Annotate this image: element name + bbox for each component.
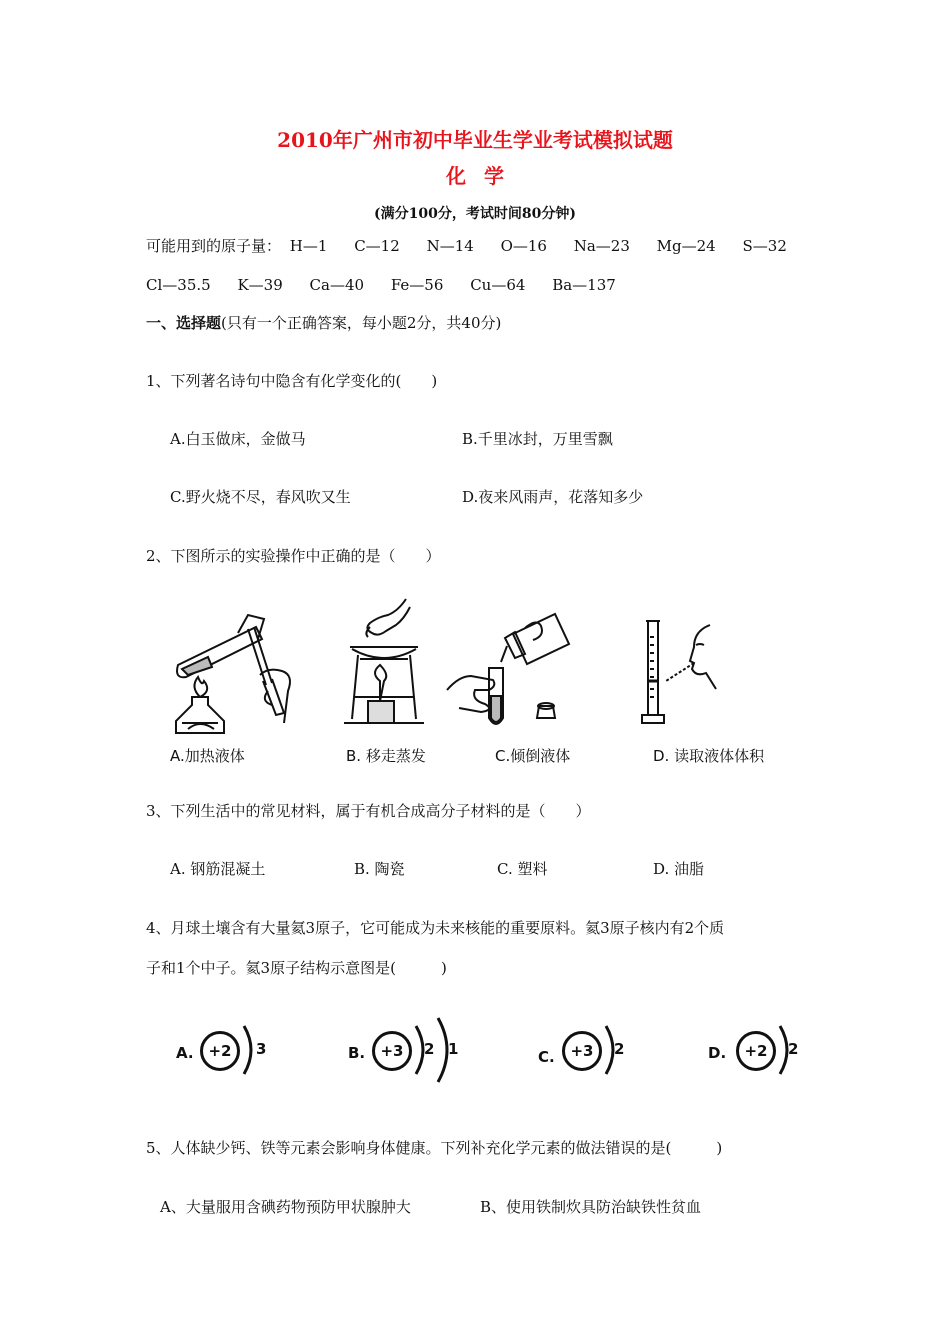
atom-diagram-d bbox=[708, 1020, 808, 1080]
pouring-liquid-illustration bbox=[445, 600, 575, 735]
question-1-option-c: C.野火烧不尽，春风吹又生 bbox=[170, 488, 351, 506]
section-heading bbox=[146, 312, 501, 333]
reading-volume-illustration bbox=[636, 617, 726, 732]
question-3-option-c: C. 塑料 bbox=[497, 860, 548, 878]
atom-nucleus: +3 bbox=[372, 1031, 412, 1071]
question-3-option-b: B. 陶瓷 bbox=[354, 860, 405, 878]
subject-title: 化学 bbox=[446, 164, 522, 188]
atomic-mass: Ca—40 bbox=[309, 276, 365, 294]
question-5-option-b: B、使用铁制炊具防治缺铁性贫血 bbox=[480, 1198, 702, 1216]
question-4-stem-line1: 4、月球土壤含有大量氦3原子，它可能成为未来核能的重要原料。氦3原子核内有2个质 bbox=[146, 919, 725, 937]
question-4-stem-line2: 子和1个中子。氦3原子结构示意图是( ) bbox=[146, 959, 447, 977]
section-title: 一、选择题 bbox=[146, 314, 222, 332]
atom-diagram-b bbox=[348, 1020, 468, 1080]
atomic-mass: Mg—24 bbox=[656, 237, 716, 255]
atomic-mass: Na—23 bbox=[573, 237, 630, 255]
question-1-option-d: D.夜来风雨声，花落知多少 bbox=[462, 488, 644, 506]
question-2-stem: 2、下图所示的实验操作中正确的是（ ） bbox=[146, 547, 441, 565]
figure-caption-d: D. 读取液体体积 bbox=[653, 747, 765, 765]
figure-caption-c: C.倾倒液体 bbox=[495, 747, 571, 765]
atomic-mass: H—1 bbox=[289, 237, 328, 255]
question-3-stem: 3、下列生活中的常见材料，属于有机合成高分子材料的是（ ） bbox=[146, 802, 591, 820]
question-1-option-b: B.千里冰封，万里雪飘 bbox=[462, 430, 613, 448]
evaporation-illustration bbox=[340, 597, 430, 737]
atom-nucleus: +2 bbox=[200, 1031, 240, 1071]
atom-option-label: B. bbox=[348, 1044, 366, 1062]
atomic-mass: Fe—56 bbox=[390, 276, 444, 294]
atom-nucleus: +3 bbox=[562, 1031, 602, 1071]
atomic-mass: S—32 bbox=[742, 237, 787, 255]
atomic-masses-row2 bbox=[146, 276, 638, 294]
figure-caption-b: B. 移走蒸发 bbox=[346, 747, 426, 765]
exam-title: 2010年广州市初中毕业生学业考试模拟试题 bbox=[277, 128, 673, 152]
electron-shell-arc bbox=[412, 1014, 468, 1086]
electron-count: 2 bbox=[614, 1040, 625, 1058]
atomic-mass: K—39 bbox=[237, 276, 283, 294]
atomic-masses-row1 bbox=[146, 235, 787, 256]
electron-count: 2 bbox=[424, 1040, 435, 1058]
question-5-option-a: A、大量服用含碘药物预防甲状腺肿大 bbox=[160, 1198, 411, 1216]
atom-option-label: D. bbox=[708, 1044, 727, 1062]
heating-liquid-illustration bbox=[168, 605, 298, 740]
score-info: (满分100分，考试时间80分钟) bbox=[374, 206, 576, 222]
section-note: (只有一个正确答案，每小题2分，共40分) bbox=[221, 314, 502, 332]
electron-count: 3 bbox=[256, 1040, 267, 1058]
question-5-stem: 5、人体缺少钙、铁等元素会影响身体健康。下列补充化学元素的做法错误的是( ) bbox=[146, 1139, 723, 1157]
question-3-option-a: A. 钢筋混凝土 bbox=[170, 860, 266, 878]
atomic-mass: Ba—137 bbox=[552, 276, 616, 294]
question-1-option-a: A.白玉做床，金做马 bbox=[170, 430, 306, 448]
figure-caption-a: A.加热液体 bbox=[170, 747, 245, 765]
electron-count: 1 bbox=[448, 1040, 459, 1058]
atom-nucleus: +2 bbox=[736, 1031, 776, 1071]
atomic-mass: C—12 bbox=[354, 237, 400, 255]
atom-diagram-a bbox=[176, 1020, 276, 1080]
atom-diagram-c bbox=[538, 1020, 638, 1080]
question-3-option-d: D. 油脂 bbox=[653, 860, 705, 878]
atomic-mass: Cl—35.5 bbox=[146, 276, 211, 294]
atomic-mass: N—14 bbox=[426, 237, 474, 255]
atom-option-label: C. bbox=[538, 1048, 555, 1066]
electron-count: 2 bbox=[788, 1040, 799, 1058]
atomic-mass: O—16 bbox=[500, 237, 547, 255]
atomic-mass: Cu—64 bbox=[470, 276, 526, 294]
question-1-stem: 1、下列著名诗句中隐含有化学变化的( ) bbox=[146, 372, 438, 390]
atomic-masses-label: 可能用到的原子量： bbox=[146, 237, 282, 255]
atom-option-label: A. bbox=[176, 1044, 194, 1062]
